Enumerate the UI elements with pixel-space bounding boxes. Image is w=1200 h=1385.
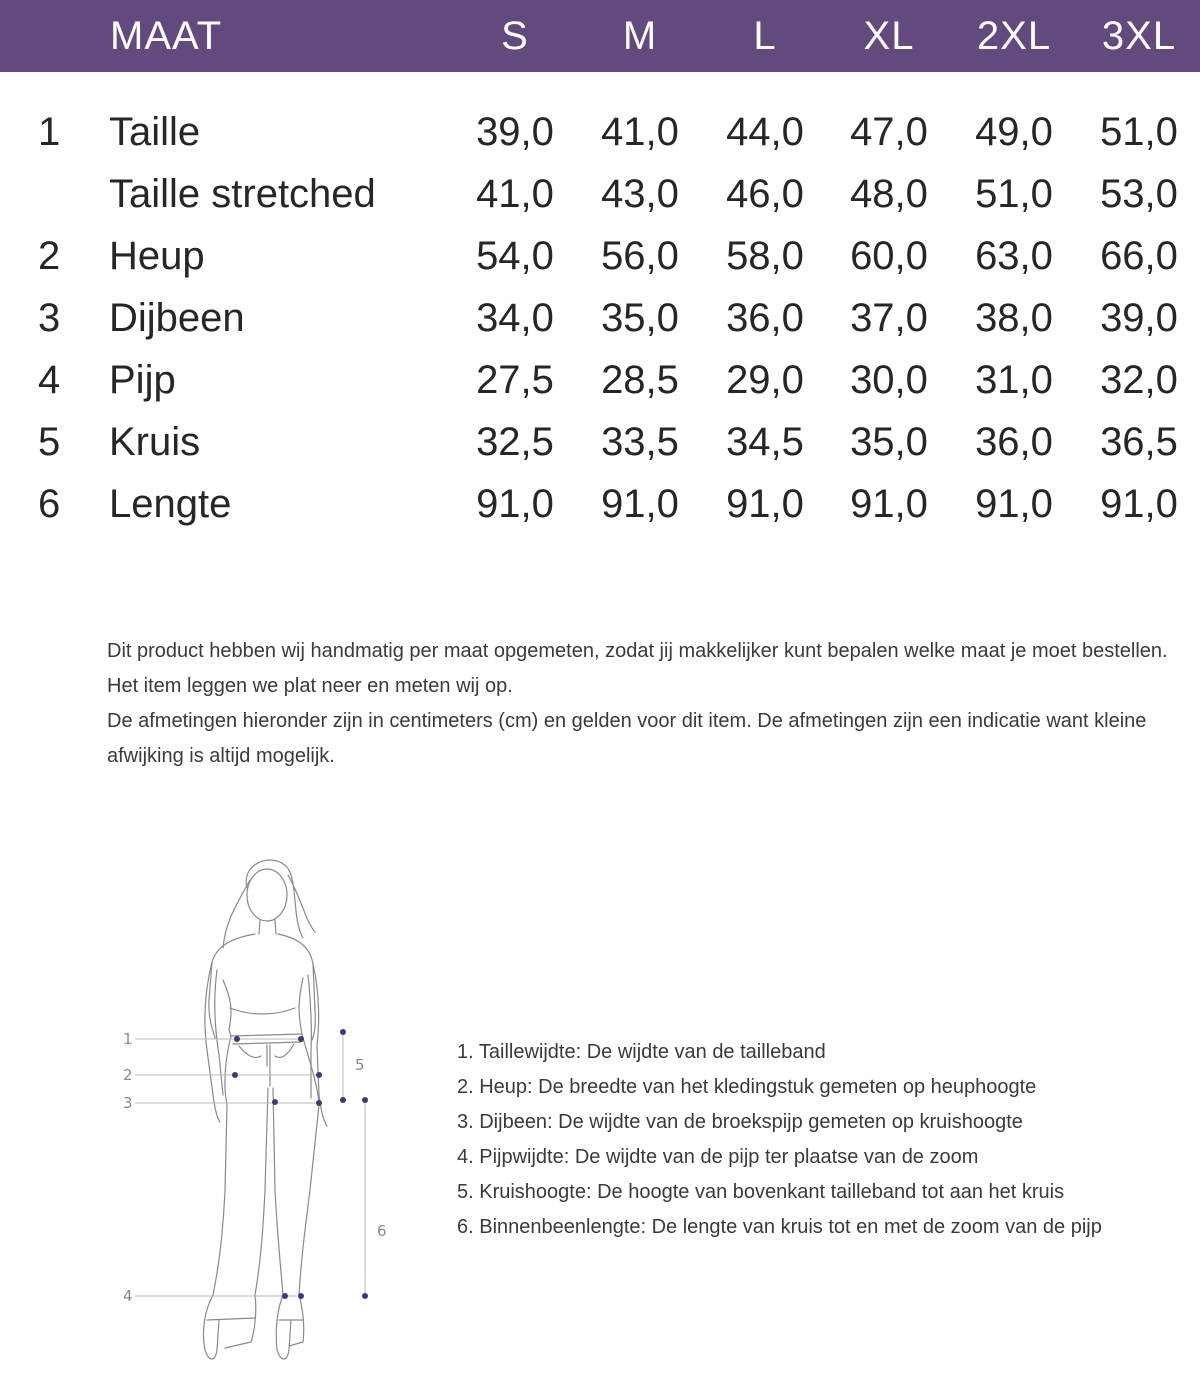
legend-item: 5. Kruishoogte: De hoogte van bovenkant tailleband tot aan het kruis: [457, 1181, 1065, 1203]
table-row: [0, 163, 1200, 225]
legend-item: 6. Binnenbeenlengte: De lengte van kruis tot en met de zoom van de pijp: [457, 1216, 1102, 1238]
cell-m: 56,0: [601, 234, 679, 278]
cell-s: 27,5: [476, 358, 554, 402]
size-header-2xl: 2XL: [976, 14, 1052, 58]
measurement-legend: [457, 1035, 1177, 1245]
cell-3xl: 53,0: [1100, 172, 1178, 216]
legend-item: 1. Taillewijdte: De wijdte van de tailleband: [457, 1041, 826, 1063]
legend-item: 4. Pijpwijdte: De wijdte van de pijp ter plaatse van de zoom: [457, 1146, 979, 1168]
cell-3xl: 91,0: [1100, 482, 1178, 526]
cell-s: 91,0: [476, 482, 554, 526]
cell-l: 34,5: [726, 420, 804, 464]
marker-label: 2: [123, 1066, 133, 1084]
cell-3xl: 51,0: [1100, 110, 1178, 154]
row-number: 2: [38, 234, 61, 278]
table-row: [0, 411, 1200, 473]
size-header-m: M: [622, 14, 658, 58]
size-header-3xl: 3XL: [1101, 14, 1177, 58]
table-row: [0, 101, 1200, 163]
row-number: 6: [38, 482, 61, 526]
cell-xl: 60,0: [850, 234, 928, 278]
row-label: Pijp: [109, 358, 176, 402]
cell-3xl: 66,0: [1100, 234, 1178, 278]
cell-s: 39,0: [476, 110, 554, 154]
row-label: Dijbeen: [109, 296, 245, 340]
size-header-title: MAAT: [110, 14, 223, 58]
size-header-xl: XL: [863, 14, 915, 58]
intro-paragraph-2: Het item leggen we plat neer en meten wij op.: [107, 675, 513, 697]
row-label: Taille stretched: [109, 172, 376, 216]
cell-l: 29,0: [726, 358, 804, 402]
cell-m: 43,0: [601, 172, 679, 216]
cell-xl: 91,0: [850, 482, 928, 526]
cell-l: 36,0: [726, 296, 804, 340]
row-number: 5: [38, 420, 61, 464]
row-number: 1: [38, 110, 61, 154]
measurement-figure-illustration: [105, 850, 415, 1380]
cell-m: 35,0: [601, 296, 679, 340]
cell-3xl: 32,0: [1100, 358, 1178, 402]
marker-label: 1: [123, 1030, 133, 1048]
cell-xl: 37,0: [850, 296, 928, 340]
row-number: 4: [38, 358, 61, 402]
row-label: Kruis: [109, 420, 201, 464]
cell-2xl: 38,0: [975, 296, 1053, 340]
cell-l: 46,0: [726, 172, 804, 216]
intro-paragraph-3: De afmetingen hieronder zijn in centimeters (cm) en gelden voor dit item. De afmetingen zijn een indicatie want kleine afwijking is altijd mogelijk.: [107, 710, 1147, 767]
cell-xl: 30,0: [850, 358, 928, 402]
cell-xl: 35,0: [850, 420, 928, 464]
cell-s: 32,5: [476, 420, 554, 464]
intro-paragraph-1: Dit product hebben wij handmatig per maat opgemeten, zodat jij makkelijker kunt bepalen welke maat je moet bestellen.: [107, 640, 1168, 662]
cell-2xl: 31,0: [975, 358, 1053, 402]
cell-3xl: 39,0: [1100, 296, 1178, 340]
cell-s: 54,0: [476, 234, 554, 278]
cell-3xl: 36,5: [1100, 420, 1178, 464]
row-number: 3: [38, 296, 61, 340]
cell-m: 33,5: [601, 420, 679, 464]
woman-in-jeans-drawing: [105, 850, 415, 1380]
cell-s: 41,0: [476, 172, 554, 216]
marker-label: 6: [377, 1222, 387, 1240]
row-label: Lengte: [109, 482, 232, 526]
cell-m: 91,0: [601, 482, 679, 526]
cell-m: 28,5: [601, 358, 679, 402]
cell-l: 44,0: [726, 110, 804, 154]
measurement-intro: [107, 634, 1177, 774]
cell-xl: 47,0: [850, 110, 928, 154]
row-label: Heup: [109, 234, 205, 278]
row-label: Taille: [109, 110, 201, 154]
table-row: [0, 473, 1200, 535]
cell-xl: 48,0: [850, 172, 928, 216]
marker-label: 3: [123, 1094, 133, 1112]
cell-2xl: 91,0: [975, 482, 1053, 526]
legend-item: 2. Heup: De breedte van het kledingstuk gemeten op heuphoogte: [457, 1076, 1037, 1098]
cell-2xl: 36,0: [975, 420, 1053, 464]
cell-m: 41,0: [601, 110, 679, 154]
marker-label: 4: [123, 1287, 133, 1305]
size-header-bar: [0, 0, 1200, 72]
cell-s: 34,0: [476, 296, 554, 340]
size-header-l: L: [753, 14, 777, 58]
size-header-s: S: [501, 14, 529, 58]
cell-2xl: 49,0: [975, 110, 1053, 154]
cell-2xl: 63,0: [975, 234, 1053, 278]
cell-2xl: 51,0: [975, 172, 1053, 216]
table-row: [0, 349, 1200, 411]
legend-item: 3. Dijbeen: De wijdte van de broekspijp gemeten op kruishoogte: [457, 1111, 1023, 1133]
table-row: [0, 287, 1200, 349]
marker-label: 5: [355, 1056, 365, 1074]
row-number: [38, 163, 78, 225]
cell-l: 91,0: [726, 482, 804, 526]
cell-l: 58,0: [726, 234, 804, 278]
table-row: [0, 225, 1200, 287]
